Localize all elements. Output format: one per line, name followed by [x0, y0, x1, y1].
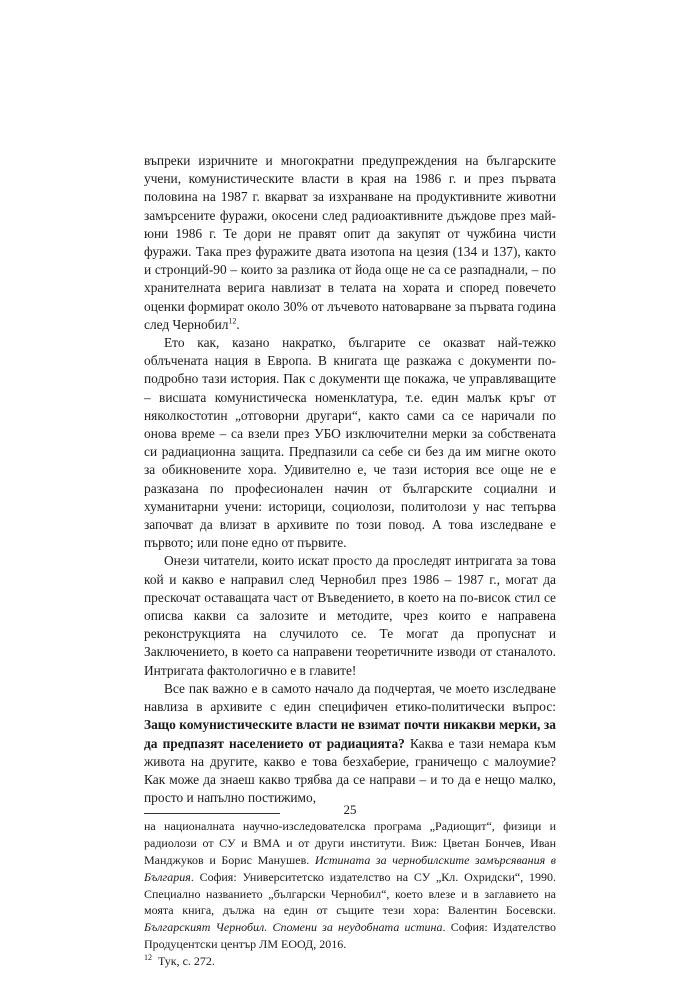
paragraph — [144, 152, 556, 334]
paragraph — [144, 552, 556, 679]
text-run: Истината за чернобилските замърсявания в България — [144, 852, 556, 884]
text-run: . София: Издателство Продуцентски център ЛМ ЕООД, 2016. — [144, 920, 556, 951]
paragraph — [144, 680, 556, 807]
text-run: Каква е тази немара към живота на другите, какво е това безхаберие, граничещо с малоумие? Как може да знаеш какво трябва да се направи – и то да е нещо малко, просто и напълно постижимо, — [144, 735, 557, 806]
text-run: Онези читатели, които искат просто да проследят интригата за това кой и какво е направил след Чернобил през 1986 – 1987 г., могат да прескочат оставащата част от Въведението, в което на по-висок стил се описва какви са залозите и методите, чрез които е направена реконструкцията на случилото се. Те могат да пропуснат и Заключението, в което са направени теоретичните изводи от станалото. Интригата фактологично е в главите! — [144, 553, 556, 678]
text-run: Ето как, казано накратко, българите се оказват най-тежко облъчената нация в Европа. В книгата ще разкажа с документи по-подробно тази история. Пак с документи ще покажа, че управляващите – висшата комунистическа номенклатура, т.е. един малък кръг от няколкостотин „отговорни другари“, както сами са се наричали по онова време – са взели през УБО изключителни мерки за собствената си радиационна защита. Предпазили са себе си без да им мигне окото за обикновените хора. Удивително е, че тази история все още не е разказана по професионален начин от българските социални и хуманитарни учени: историци, социолози, политолози у нас тепърва започват да влизат в архивите по този повод. А това изследване е първото; или поне едно от първите. — [144, 335, 556, 551]
text-run: Българският Чернобил. Спомени за неудобната истина — [144, 920, 443, 935]
footnote-number: 12 — [144, 952, 152, 962]
text-run: Все пак важно е в самото начало да подчертая, че моето изследване навлиза в архивите с един специфичен етико-политически въпрос: — [144, 680, 556, 715]
text-run: . — [236, 316, 240, 332]
page-content — [144, 152, 556, 969]
text-run: въпреки изричните и многократни предупреждения на българските учени, комунистическите власти в края на 1986 г. и през първата половина на 1987 г. вкарват за изхранване на продуктивните животни замърсените фуражи, окосени след радиоактивните дъждове през май-юни 1986 г. Те дори не правят опит да закупят от чужбина чисти фуражи. Така през фуражите двата изотопа на цезия (134 и 137), както и стронций-90 – които за разлика от йода още не са се разпаднали, – по хранителната верига навлизат в телата на хората и според повечето оценки формират около 30% от лъчевото натоварване за първата година след Чернобил — [144, 153, 556, 332]
text-run: . София: Университетско издателство на СУ „Кл. Охридски“, 1990. Специално названието „български Чернобил“, което влезе и в заглавието на моята книга, дължа на един от същите тези хора: Валентин Босевски. — [144, 869, 556, 918]
footnote — [144, 953, 556, 970]
footnotes — [144, 818, 556, 969]
page-number: 25 — [343, 802, 357, 817]
main-text — [144, 152, 556, 807]
text-run: на националната научно-изследователска програма „Радиощит“, физици и радиолози от СУ и ВМА и от други институти. Виж: Цветан Бончев, Иван Манджуков и Борис Манушев. — [144, 819, 556, 867]
text-run: Защо комунистическите власти не взимат почти никакви мерки, за да предпазят населението от радиацията? — [144, 717, 556, 751]
text-run: Тук, с. 272. — [158, 953, 215, 968]
paragraph — [144, 334, 556, 552]
footnote-reference: 12 — [228, 316, 237, 326]
footnote — [144, 818, 556, 952]
